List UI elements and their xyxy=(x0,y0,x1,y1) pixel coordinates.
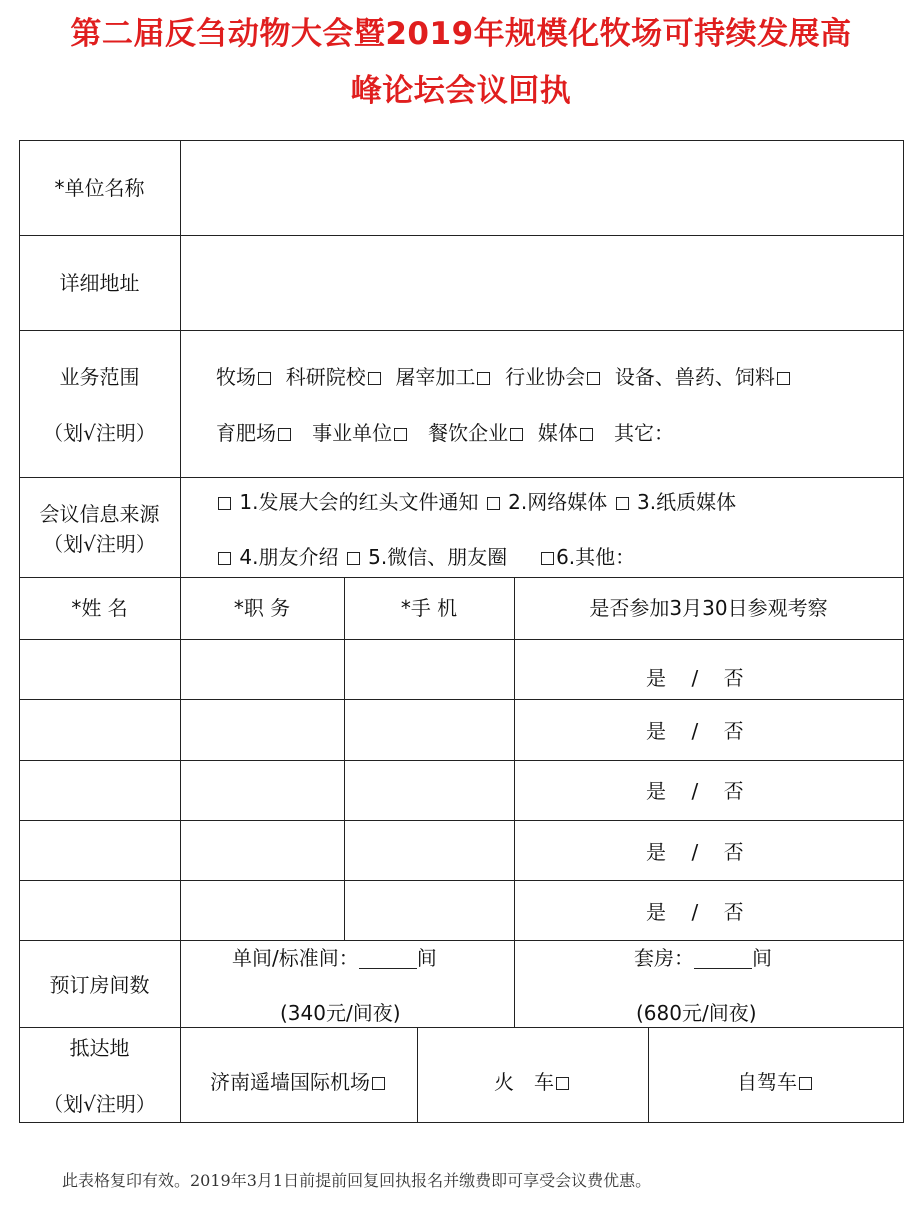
source-option-web[interactable]: 2.网络媒体 xyxy=(485,490,607,514)
option-slaughter-processing[interactable]: 屠宰加工 xyxy=(395,365,492,389)
source-option-friend[interactable]: 4.朋友介绍 xyxy=(216,545,338,569)
option-catering[interactable]: 餐饮企业 xyxy=(428,421,525,445)
unit-name-field[interactable] xyxy=(181,141,903,235)
source-option-row-2 xyxy=(216,545,635,569)
suite-room-price: (680元/间夜) xyxy=(636,1001,757,1025)
business-scope-label: 业务范围 xyxy=(59,365,140,389)
header-name: *姓 名 xyxy=(71,596,128,620)
footer-note: 此表格复印有效。2019年3月1日前提前回复回执报名并缴费即可享受会议费优惠。 xyxy=(62,1171,652,1190)
source-label: 会议信息来源 xyxy=(39,502,160,526)
arrival-option-airport[interactable]: 济南遥墙国际机场 xyxy=(180,1070,417,1094)
checkbox-icon[interactable] xyxy=(347,552,360,565)
option-public-institution[interactable]: 事业单位 xyxy=(312,421,409,445)
checkbox-icon[interactable] xyxy=(258,372,271,385)
source-mark-note: （划√注明） xyxy=(43,532,156,556)
standard-room-field[interactable]: 单间/标准间： 间 xyxy=(232,946,437,970)
visit-choice-row-1[interactable]: 是 / 否 xyxy=(646,666,744,690)
checkbox-icon[interactable] xyxy=(278,428,291,441)
visit-choice-row-2[interactable]: 是 / 否 xyxy=(646,719,744,743)
visit-choice-row-3[interactable]: 是 / 否 xyxy=(646,779,744,803)
option-fattening-farm[interactable]: 育肥场 xyxy=(216,421,293,445)
suite-room-blank[interactable] xyxy=(694,950,752,969)
business-option-row-2 xyxy=(216,421,674,445)
address-label: 详细地址 xyxy=(59,271,140,295)
checkbox-icon[interactable] xyxy=(477,372,490,385)
header-site-visit: 是否参加3月30日参观考察 xyxy=(589,596,828,620)
arrival-label: 抵达地 xyxy=(69,1036,130,1060)
checkbox-icon[interactable] xyxy=(556,1077,569,1090)
header-position: *职 务 xyxy=(233,596,291,620)
checkbox-icon[interactable] xyxy=(218,497,231,510)
visit-choice-row-4[interactable]: 是 / 否 xyxy=(646,840,744,864)
option-other[interactable]: 其它： xyxy=(613,421,674,445)
registration-form-table xyxy=(19,140,904,1123)
checkbox-icon[interactable] xyxy=(394,428,407,441)
option-media[interactable]: 媒体 xyxy=(538,421,595,445)
option-research-institute[interactable]: 科研院校 xyxy=(286,365,383,389)
source-option-print[interactable]: 3.纸质媒体 xyxy=(614,490,736,514)
standard-room-blank[interactable] xyxy=(359,950,417,969)
address-field[interactable] xyxy=(181,236,903,330)
checkbox-icon[interactable] xyxy=(218,552,231,565)
checkbox-icon[interactable] xyxy=(580,428,593,441)
source-option-row-1 xyxy=(216,490,736,514)
checkbox-icon[interactable] xyxy=(368,372,381,385)
standard-room-price: (340元/间夜) xyxy=(280,1001,401,1025)
arrival-mark-note: （划√注明） xyxy=(43,1092,156,1116)
checkbox-icon[interactable] xyxy=(487,497,500,510)
option-ranch[interactable]: 牧场 xyxy=(216,365,273,389)
checkbox-icon[interactable] xyxy=(616,497,629,510)
checkbox-icon[interactable] xyxy=(372,1077,385,1090)
business-mark-note: （划√注明） xyxy=(43,421,156,445)
unit-name-label: *单位名称 xyxy=(54,176,145,200)
checkbox-icon[interactable] xyxy=(541,552,554,565)
checkbox-icon[interactable] xyxy=(510,428,523,441)
business-option-row-1 xyxy=(216,365,792,389)
checkbox-icon[interactable] xyxy=(587,372,600,385)
source-option-notice[interactable]: 1.发展大会的红头文件通知 xyxy=(216,490,478,514)
checkbox-icon[interactable] xyxy=(777,372,790,385)
option-industry-association[interactable]: 行业协会 xyxy=(505,365,602,389)
option-equipment-vet-feed[interactable]: 设备、兽药、饲料 xyxy=(615,365,792,389)
visit-choice-row-5[interactable]: 是 / 否 xyxy=(646,900,744,924)
source-option-other[interactable]: 6.其他： xyxy=(539,545,635,569)
arrival-option-train[interactable]: 火 车 xyxy=(417,1070,648,1094)
source-option-wechat[interactable]: 5.微信、朋友圈 xyxy=(345,545,507,569)
header-mobile: *手 机 xyxy=(400,596,458,620)
suite-room-field[interactable]: 套房： 间 xyxy=(634,946,772,970)
room-booking-label: 预订房间数 xyxy=(49,973,150,997)
arrival-option-self-drive[interactable]: 自驾车 xyxy=(648,1070,903,1094)
form-title-line-2: 峰论坛会议回执 xyxy=(350,73,572,109)
checkbox-icon[interactable] xyxy=(799,1077,812,1090)
form-title-line-1: 第二届反刍动物大会暨2019年规模化牧场可持续发展高 xyxy=(70,16,852,52)
